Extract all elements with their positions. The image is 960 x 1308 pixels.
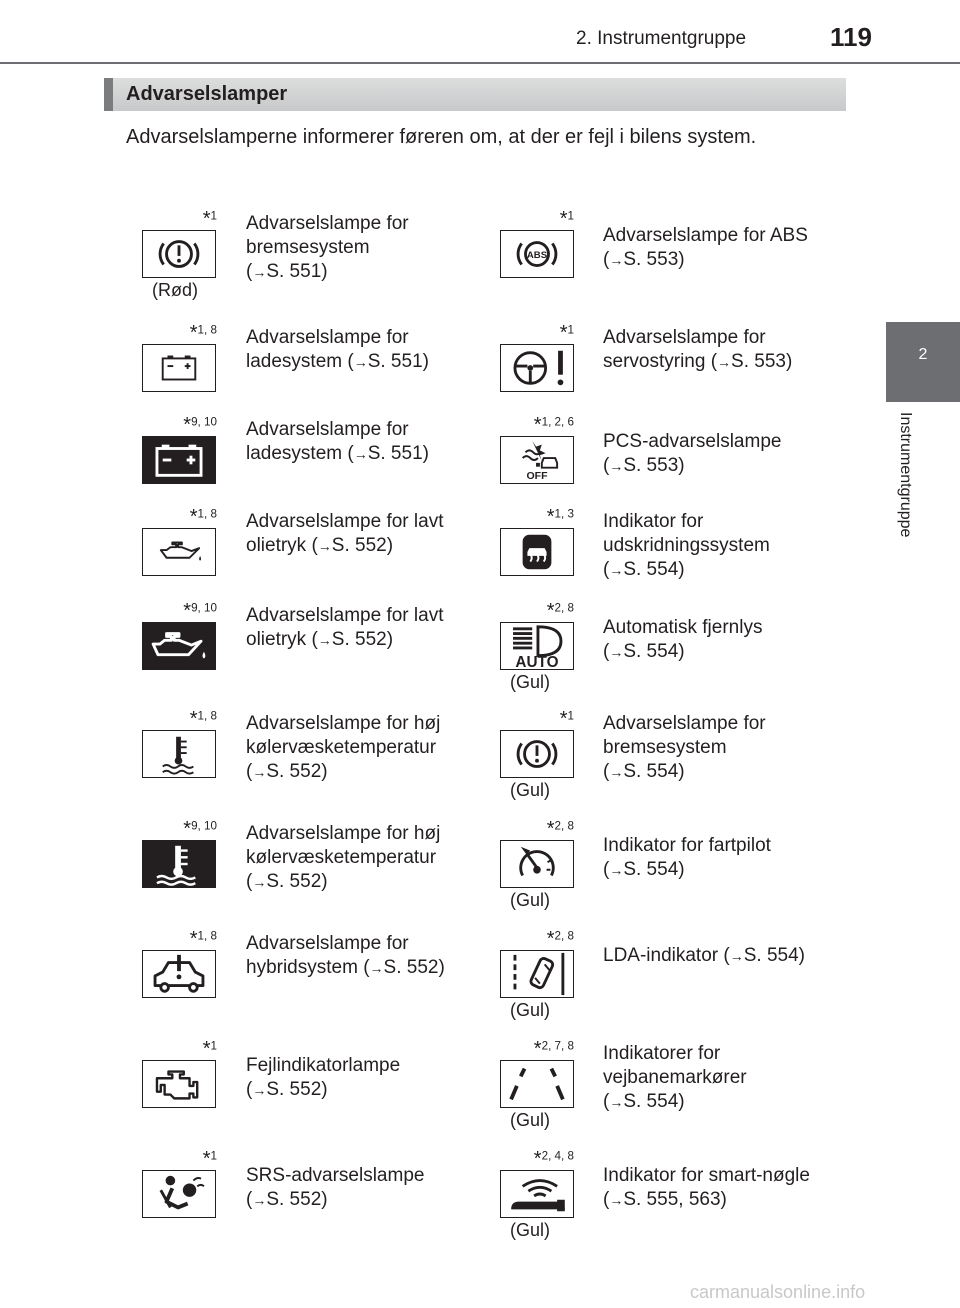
side-tab-number: 2 xyxy=(918,346,928,363)
reference-arrow-icon: → xyxy=(609,252,624,268)
footnote-star: * xyxy=(559,322,568,344)
reference-arrow-icon: → xyxy=(609,764,624,780)
description-line xyxy=(246,326,429,350)
page-reference-link[interactable]: S. 554) xyxy=(623,761,685,782)
footnote-reference xyxy=(203,208,217,231)
footnote-reference xyxy=(190,708,217,731)
reference-arrow-icon: → xyxy=(609,644,624,660)
open-paren: ( xyxy=(603,859,610,880)
description-line xyxy=(603,1188,810,1212)
description-line xyxy=(246,1188,424,1212)
description-text: udskridningssystem xyxy=(603,535,770,556)
lamp-description xyxy=(603,510,770,582)
steering-warning-icon xyxy=(500,344,574,392)
description-text: LDA-indikator ( xyxy=(603,945,730,966)
lamp-description xyxy=(246,712,440,784)
footnote-reference xyxy=(183,414,217,437)
description-text: bremsesystem xyxy=(603,737,727,758)
description-line xyxy=(603,1090,747,1114)
description-line xyxy=(603,430,781,454)
description-line xyxy=(246,712,440,736)
footnote-number: 1 xyxy=(567,323,574,337)
footnote-star: * xyxy=(189,928,198,950)
page-reference-link[interactable]: S. 552) xyxy=(331,535,394,556)
description-line xyxy=(603,1066,747,1090)
footnote-reference xyxy=(547,928,574,951)
footnote-number: 1 xyxy=(210,1039,217,1053)
reference-arrow-icon: → xyxy=(609,1192,624,1208)
description-line xyxy=(603,640,762,664)
description-line xyxy=(246,932,445,956)
page-reference-link[interactable]: S. 552) xyxy=(266,1079,328,1100)
page-reference-link[interactable]: S. 553) xyxy=(623,249,685,270)
open-paren: ( xyxy=(246,1189,253,1210)
description-line xyxy=(246,212,409,236)
description-text: Advarselslampe for xyxy=(246,213,409,234)
description-line xyxy=(603,350,792,374)
description-text: Advarselslampe for lavt xyxy=(246,511,444,532)
lamp-description xyxy=(246,510,443,558)
description-text: Advarselslampe for høj xyxy=(246,823,441,844)
page-reference-link[interactable]: S. 555, 563) xyxy=(623,1189,727,1210)
footnote-star: * xyxy=(546,600,555,622)
footnote-number: 1 xyxy=(210,209,217,223)
footnote-number: 1, 3 xyxy=(554,507,574,521)
footnote-reference xyxy=(547,818,574,841)
open-paren: ( xyxy=(603,559,610,580)
side-tab-label: Instrumentgruppe xyxy=(897,412,914,538)
description-line xyxy=(603,1042,747,1066)
description-line xyxy=(246,418,429,442)
footnote-reference xyxy=(190,928,217,951)
page-reference-link[interactable]: S. 553) xyxy=(623,455,685,476)
description-text: Advarselslampe for lavt xyxy=(246,605,444,626)
lamp-description xyxy=(603,430,781,478)
description-line xyxy=(246,1054,400,1078)
abs-icon xyxy=(500,230,574,278)
coolant-temp-outline-icon xyxy=(142,730,216,778)
description-line xyxy=(246,350,429,374)
description-text: olietryk ( xyxy=(246,629,318,650)
battery-filled-icon xyxy=(142,436,216,484)
reference-arrow-icon: → xyxy=(353,446,368,462)
description-line xyxy=(603,944,805,968)
check-engine-icon xyxy=(142,1060,216,1108)
footnote-reference xyxy=(183,818,217,841)
page-reference-link[interactable]: S. 554) xyxy=(623,1091,685,1112)
reference-arrow-icon: → xyxy=(252,1192,267,1208)
description-line xyxy=(246,956,445,980)
reference-arrow-icon: → xyxy=(252,264,267,280)
footnote-star: * xyxy=(546,928,555,950)
lamp-description xyxy=(246,604,443,652)
description-line xyxy=(246,628,443,652)
svg-text:ABS: ABS xyxy=(526,249,548,261)
description-text: kølervæsketemperatur xyxy=(246,847,437,868)
open-paren: ( xyxy=(246,761,253,782)
lamp-description xyxy=(246,1164,424,1212)
description-text: Indikator for smart-nøgle xyxy=(603,1165,810,1186)
footnote-number: 1 xyxy=(210,1149,217,1163)
footnote-number: 9, 10 xyxy=(191,415,217,429)
footnote-star: * xyxy=(559,208,568,230)
description-line xyxy=(603,510,770,534)
description-text: ladesystem ( xyxy=(246,443,354,464)
description-line xyxy=(603,1164,810,1188)
description-text: olietryk ( xyxy=(246,535,318,556)
lamp-description xyxy=(603,944,805,968)
footnote-star: * xyxy=(559,708,568,730)
lamp-color-label: (Gul) xyxy=(510,672,550,692)
footnote-number: 1, 8 xyxy=(197,507,217,521)
open-paren: ( xyxy=(603,761,610,782)
reference-arrow-icon: → xyxy=(252,874,267,890)
page-reference-link[interactable]: S. 551) xyxy=(367,443,429,464)
svg-text:OFF: OFF xyxy=(526,470,548,483)
description-line xyxy=(246,442,429,466)
footnote-reference xyxy=(534,1038,574,1061)
footnote-reference xyxy=(190,506,217,529)
page-reference-link[interactable]: S. 551) xyxy=(367,351,429,372)
description-line xyxy=(603,760,766,784)
description-line xyxy=(246,1078,400,1102)
lamp-description xyxy=(246,212,409,284)
open-paren: ( xyxy=(603,249,610,270)
reference-arrow-icon: → xyxy=(317,538,332,554)
coolant-temp-filled-icon xyxy=(142,840,216,888)
description-text: PCS-advarselslampe xyxy=(603,431,782,452)
description-text: ladesystem ( xyxy=(246,351,354,372)
battery-outline-icon xyxy=(142,344,216,392)
footnote-reference xyxy=(190,322,217,345)
section-title: Advarselslamper xyxy=(126,83,288,105)
lamp-description xyxy=(246,822,440,894)
footnote-number: 2, 8 xyxy=(554,819,574,833)
lamp-color-label: (Gul) xyxy=(510,890,550,910)
open-paren: ( xyxy=(603,641,610,662)
description-line xyxy=(246,534,443,558)
footnote-star: * xyxy=(189,322,198,344)
description-text: Advarselslampe for høj xyxy=(246,713,441,734)
description-text: kølervæsketemperatur xyxy=(246,737,437,758)
lamp-description xyxy=(603,326,792,374)
description-line xyxy=(603,248,808,272)
description-text: Advarselslampe for xyxy=(246,419,409,440)
lamp-description xyxy=(246,418,429,466)
reference-arrow-icon: → xyxy=(317,632,332,648)
footnote-number: 2, 8 xyxy=(554,929,574,943)
reference-arrow-icon: → xyxy=(353,354,368,370)
description-text: Automatisk fjernlys xyxy=(603,617,763,638)
lamp-color-label: (Gul) xyxy=(510,780,550,800)
lamp-color-label: (Gul) xyxy=(510,1110,550,1130)
lamp-description xyxy=(246,932,445,980)
description-line xyxy=(603,736,766,760)
description-line xyxy=(603,224,808,248)
pcs-off-icon xyxy=(500,436,574,484)
page-reference-link[interactable]: S. 554) xyxy=(623,559,685,580)
srs-airbag-icon xyxy=(142,1170,216,1218)
description-text: Indikator for fartpilot xyxy=(603,835,771,856)
footnote-number: 1, 8 xyxy=(197,709,217,723)
watermark: carmanualsonline.info xyxy=(690,1282,866,1302)
cruise-control-icon xyxy=(500,840,574,888)
hybrid-system-warning-icon xyxy=(142,950,216,998)
description-line xyxy=(603,834,771,858)
section-accent xyxy=(104,78,113,111)
reference-arrow-icon: → xyxy=(252,764,267,780)
footnote-star: * xyxy=(189,506,198,528)
description-line xyxy=(246,846,440,870)
footnote-star: * xyxy=(183,818,192,840)
description-text: Indikator for xyxy=(603,511,704,532)
lamp-description xyxy=(603,1164,810,1212)
open-paren: ( xyxy=(603,455,610,476)
page-reference-link[interactable]: S. 552) xyxy=(383,957,445,978)
page-reference-link[interactable]: S. 552) xyxy=(266,871,328,892)
side-tab[interactable] xyxy=(886,322,960,402)
open-paren: ( xyxy=(603,1091,610,1112)
description-text: vejbanemarkører xyxy=(603,1067,747,1088)
lamp-color-label: (Rød) xyxy=(152,280,198,300)
reference-arrow-icon: → xyxy=(252,1082,267,1098)
lane-marker-icon xyxy=(500,1060,574,1108)
open-paren: ( xyxy=(246,871,253,892)
reference-arrow-icon: → xyxy=(609,862,624,878)
page-number: 119 xyxy=(830,22,872,52)
footnote-number: 1, 8 xyxy=(197,929,217,943)
reference-arrow-icon: → xyxy=(609,458,624,474)
page-reference-link[interactable]: S. 552) xyxy=(266,761,328,782)
reference-arrow-icon: → xyxy=(717,354,732,370)
footnote-reference xyxy=(560,208,574,231)
description-line xyxy=(246,870,440,894)
svg-text:AUTO: AUTO xyxy=(515,654,559,669)
footnote-star: * xyxy=(533,1148,542,1170)
description-text: servostyring ( xyxy=(603,351,718,372)
lamp-description xyxy=(603,712,766,784)
footnote-star: * xyxy=(546,818,555,840)
footnote-number: 1, 2, 6 xyxy=(541,415,574,429)
description-line xyxy=(246,822,440,846)
section-header-bar xyxy=(104,78,846,111)
footnote-star: * xyxy=(183,600,192,622)
description-line xyxy=(246,760,440,784)
description-line xyxy=(246,236,409,260)
brake-warning-icon xyxy=(500,730,574,778)
page-reference-link[interactable]: S. 554) xyxy=(623,859,685,880)
description-text: SRS-advarselslampe xyxy=(246,1165,425,1186)
description-text: Advarselslampe for ABS xyxy=(603,225,808,246)
open-paren: ( xyxy=(603,1189,610,1210)
footnote-reference xyxy=(203,1148,217,1171)
page-reference-link[interactable]: S. 553) xyxy=(731,351,793,372)
footnote-number: 1, 8 xyxy=(197,323,217,337)
footnote-star: * xyxy=(202,1148,211,1170)
footnote-number: 1 xyxy=(567,709,574,723)
reference-arrow-icon: → xyxy=(609,562,624,578)
chapter-title: 2. Instrumentgruppe xyxy=(576,28,747,49)
description-line xyxy=(246,736,440,760)
description-text: Advarselslampe for xyxy=(246,933,409,954)
footnote-number: 2, 8 xyxy=(554,601,574,615)
footnote-star: * xyxy=(202,1038,211,1060)
description-line xyxy=(603,326,792,350)
footnote-number: 9, 10 xyxy=(191,601,217,615)
header-rule xyxy=(0,62,960,64)
footnote-number: 9, 10 xyxy=(191,819,217,833)
footnote-number: 2, 7, 8 xyxy=(541,1039,574,1053)
open-paren: ( xyxy=(246,1079,253,1100)
lamp-color-label: (Gul) xyxy=(510,1220,550,1240)
footnote-reference xyxy=(534,414,574,437)
description-line xyxy=(603,858,771,882)
description-line xyxy=(246,260,409,284)
reference-arrow-icon: → xyxy=(369,960,384,976)
auto-high-beam-icon xyxy=(500,622,574,670)
open-paren: ( xyxy=(246,261,253,282)
lamp-description xyxy=(603,616,762,664)
reference-arrow-icon: → xyxy=(609,1094,624,1110)
lamp-color-label: (Gul) xyxy=(510,1000,550,1020)
footnote-reference xyxy=(547,600,574,623)
footnote-reference xyxy=(534,1148,574,1171)
footnote-number: 2, 4, 8 xyxy=(541,1149,574,1163)
skid-control-icon xyxy=(500,528,574,576)
page-reference-link[interactable]: S. 551) xyxy=(266,261,328,282)
footnote-star: * xyxy=(202,208,211,230)
description-line xyxy=(246,510,443,534)
description-line xyxy=(603,534,770,558)
lda-icon xyxy=(500,950,574,998)
reference-arrow-icon: → xyxy=(729,948,744,964)
footnote-reference xyxy=(183,600,217,623)
lamp-description xyxy=(246,326,429,374)
brake-warning-icon xyxy=(142,230,216,278)
footnote-star: * xyxy=(189,708,198,730)
description-line xyxy=(603,616,762,640)
description-line xyxy=(246,604,443,628)
page-reference-link[interactable]: S. 554) xyxy=(743,945,805,966)
footnote-star: * xyxy=(533,1038,542,1060)
lamp-description xyxy=(246,1054,400,1102)
oil-pressure-outline-icon xyxy=(142,528,216,576)
lamp-description xyxy=(603,1042,747,1114)
footnote-reference xyxy=(203,1038,217,1061)
description-line xyxy=(603,712,766,736)
description-text: hybridsystem ( xyxy=(246,957,370,978)
description-text: Advarselslampe for xyxy=(246,327,409,348)
description-text: Fejlindikatorlampe xyxy=(246,1055,401,1076)
smart-key-icon xyxy=(500,1170,574,1218)
section-intro: Advarselslamperne informerer føreren om, at der er fejl i bilens system. xyxy=(126,126,757,148)
description-line xyxy=(603,558,770,582)
description-text: Advarselslampe for xyxy=(603,713,766,734)
lamp-description xyxy=(603,834,771,882)
description-line xyxy=(246,1164,424,1188)
description-text: Indikatorer for xyxy=(603,1043,721,1064)
footnote-reference xyxy=(560,708,574,731)
lamp-description xyxy=(603,224,808,272)
description-text: bremsesystem xyxy=(246,237,370,258)
description-line xyxy=(603,454,781,478)
oil-pressure-filled-icon xyxy=(142,622,216,670)
footnote-star: * xyxy=(533,414,542,436)
description-text: Advarselslampe for xyxy=(603,327,766,348)
page-reference-link[interactable]: S. 554) xyxy=(623,641,685,662)
footnote-star: * xyxy=(183,414,192,436)
footnote-star: * xyxy=(546,506,555,528)
footnote-number: 1 xyxy=(567,209,574,223)
footnote-reference xyxy=(547,506,574,529)
page-reference-link[interactable]: S. 552) xyxy=(331,629,394,650)
page-reference-link[interactable]: S. 552) xyxy=(266,1189,328,1210)
footnote-reference xyxy=(560,322,574,345)
